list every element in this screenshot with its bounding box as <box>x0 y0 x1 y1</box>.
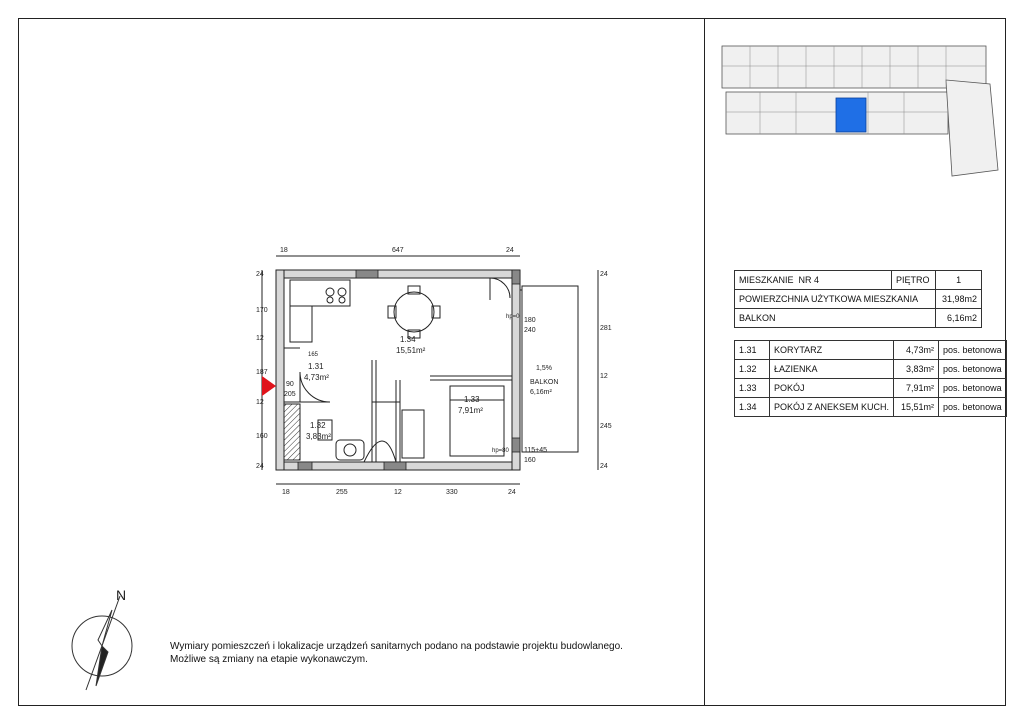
summary-row-apartment <box>735 271 982 290</box>
apartment-number: NR 4 <box>798 275 820 285</box>
summary-row-balcony <box>735 309 982 328</box>
door-width: 90 <box>286 381 294 388</box>
floor-value: 1 <box>956 275 962 285</box>
room-id: 1.32 <box>739 364 757 374</box>
compass-label: N <box>116 587 127 603</box>
room-row <box>735 398 1007 417</box>
dim-bottom-a: 18 <box>282 489 290 496</box>
room-133-area: 7,91m² <box>458 406 483 415</box>
dim-left-g: 24 <box>256 463 264 470</box>
room-133-id: 1.33 <box>464 395 480 404</box>
dim-left-d: 187 <box>256 369 268 376</box>
summary-row-area <box>735 290 982 309</box>
balcony-value: 6,16m2 <box>946 313 977 323</box>
room-id: 1.34 <box>739 402 757 412</box>
dim-right-e: 24 <box>600 463 608 470</box>
room-area: 4,73m² <box>906 345 935 355</box>
key-plan-highlight <box>836 98 866 132</box>
window-width-b: 115+45 <box>524 447 548 454</box>
room-id: 1.31 <box>739 345 757 355</box>
hp-label-1: hp=0 <box>506 314 520 320</box>
apartment-label: MIESZKANIE <box>739 275 794 285</box>
rooms-table <box>734 340 1007 417</box>
room-id: 1.33 <box>739 383 757 393</box>
dim-bottom-d: 330 <box>446 489 458 496</box>
room-row <box>735 360 1007 379</box>
shaft-hatch <box>284 404 300 460</box>
dim-left-b: 170 <box>256 307 268 314</box>
room-floor: pos. betonowa <box>943 345 1002 355</box>
dim-top-mid: 647 <box>392 247 404 254</box>
dim-left-f: 160 <box>256 433 268 440</box>
dim-right-b: 281 <box>600 325 612 332</box>
room-134-area: 15,51m² <box>396 346 426 355</box>
disclaimer-note <box>170 640 623 666</box>
area-value: 31,98m2 <box>941 294 977 304</box>
room-area: 7,91m² <box>906 383 935 393</box>
door-height: 205 <box>284 391 296 398</box>
dim-right-a: 24 <box>600 271 608 278</box>
room-132-area: 3,83m² <box>306 432 331 441</box>
window-width-a: 180 <box>524 317 536 324</box>
balcony-label: BALKON <box>739 313 776 323</box>
room-134-id: 1.34 <box>400 335 416 344</box>
dim-top-left: 18 <box>280 247 288 254</box>
window-height-b: 160 <box>524 457 536 464</box>
dim-left-e: 12 <box>256 399 264 406</box>
hp-label-2: hp=80 <box>492 448 509 454</box>
room-floor: pos. betonowa <box>943 364 1002 374</box>
slope-label: 1,5% <box>536 365 552 372</box>
room-name: POKÓJ <box>774 383 805 393</box>
dim-left-a: 24 <box>256 271 264 278</box>
room-row <box>735 379 1007 398</box>
dim-left-c: 12 <box>256 335 264 342</box>
balcony-area: 6,16m² <box>530 389 552 396</box>
window-height-a: 240 <box>524 327 536 334</box>
room-131-id: 1.31 <box>308 362 324 371</box>
room-row <box>735 341 1007 360</box>
disclaimer-line-2: Możliwe są zmiany na etapie wykonawczym. <box>170 654 368 665</box>
floor-label: PIĘTRO <box>896 275 930 285</box>
entry-arrow <box>262 376 276 396</box>
area-label: POWIERZCHNIA UŻYTKOWA MIESZKANIA <box>739 294 919 304</box>
dim-right-c: 12 <box>600 373 608 380</box>
room-floor: pos. betonowa <box>943 383 1002 393</box>
dim-top-right: 24 <box>506 247 514 254</box>
dim-right-d: 245 <box>600 423 612 430</box>
room-name: KORYTARZ <box>774 345 823 355</box>
label-165: 165 <box>308 352 319 358</box>
room-name: ŁAZIENKA <box>774 364 818 374</box>
room-name: POKÓJ Z ANEKSEM KUCH. <box>774 402 890 412</box>
disclaimer-line-1: Wymiary pomieszczeń i lokalizacje urządzeń sanitarnych podano na podstawie projektu budowlanego. <box>170 641 623 652</box>
room-area: 15,51m² <box>901 402 935 412</box>
dim-bottom-c: 12 <box>394 489 402 496</box>
dim-bottom-b: 255 <box>336 489 348 496</box>
balcony-name: BALKON <box>530 379 559 386</box>
compass <box>72 596 132 690</box>
room-area: 3,83m² <box>906 364 935 374</box>
dim-bottom-e: 24 <box>508 489 516 496</box>
summary-table <box>734 270 982 328</box>
room-floor: pos. betonowa <box>943 402 1002 412</box>
room-132-id: 1.32 <box>310 421 326 430</box>
room-131-area: 4,73m² <box>304 373 329 382</box>
